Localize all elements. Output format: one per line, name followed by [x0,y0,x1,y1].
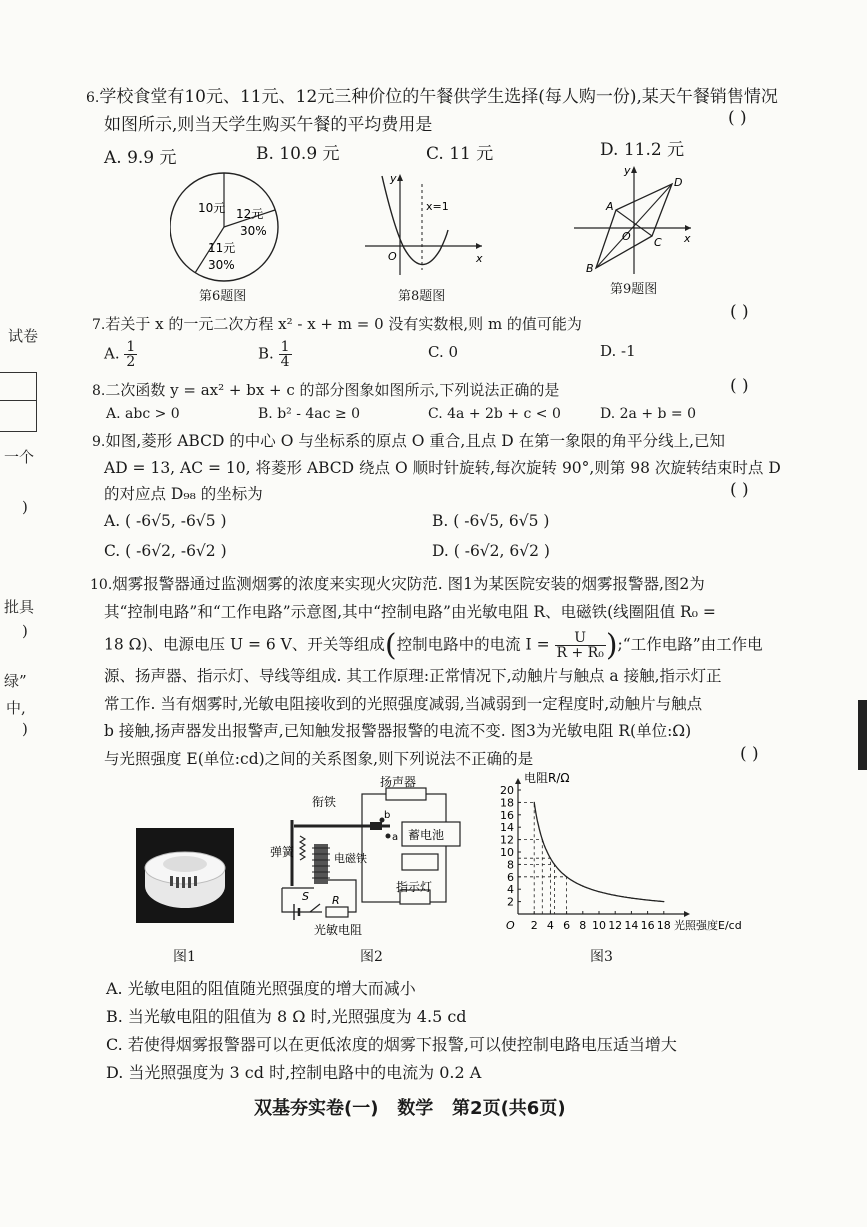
data-point [647,899,648,900]
svg-text:y: y [624,164,631,177]
fig9-caption: 第9题图 [610,282,658,297]
margin-text: 一个 [4,448,35,466]
margin-text: 中, [6,699,26,717]
fig6-label-10: 10元 [198,201,226,215]
margin-text: 绿” [4,672,27,690]
origin-label: O [506,919,515,932]
q10-line6: b 接触,扬声器发出报警声,已知触发报警器报警的电流不变. 图3为光敏电阻 R(单位:Ω) [104,722,692,740]
svg-text:x: x [476,252,483,265]
x-axis-label: 光照强度E/cd [674,919,742,932]
fig6-pct-11: 30% [208,258,235,272]
fig2-caption: 图2 [360,949,383,965]
fig2-circuit-diagram [262,776,474,938]
y-tick-label: 10 [500,846,514,859]
svg-text:A: A [606,200,614,213]
q10-option-a: A. 光敏电阻的阻值随光照强度的增大而减小 [106,979,416,998]
fig9-rhombus-graph [570,162,695,278]
y-axis-arrow [515,778,521,784]
q8-answer-blank[interactable]: ( ) [730,376,749,396]
svg-text:衔铁: 衔铁 [312,795,337,809]
data-point [631,897,632,898]
q8-option-c: C. 4a + 2b + c < 0 [428,406,561,422]
y-axis-label: 电阻R/Ω [524,771,570,785]
data-point [663,901,664,902]
fig8-parabola-graph [360,170,490,282]
y-tick-label: 18 [500,796,514,810]
q6-option-b: B. 10.9 元 [256,144,340,164]
q6-answer-blank[interactable]: ( ) [728,108,747,128]
svg-text:y: y [390,172,397,185]
fig6-label-12: 12元 [236,207,264,221]
y-tick-label: 6 [507,870,514,884]
q9-line3: 的对应点 D₉₈ 的坐标为 [104,485,263,503]
y-tick-label: 8 [507,858,514,872]
x-tick-label: 4 [546,919,554,932]
y-tick-label: 12 [500,833,514,847]
q8-option-b: B. b² - 4ac ≥ 0 [258,406,361,422]
svg-text:x: x [684,232,691,245]
data-point [554,864,555,865]
q9-option-d: D. ( -6√2, 6√2 ) [432,542,550,560]
q7-stem: 7.若关于 x 的一元二次方程 x² - x + m = 0 没有实数根,则 m 的值可能为 [92,315,582,333]
fig6-pie-chart [170,170,280,300]
fig3-resistance-chart [490,770,790,946]
data-point [566,876,567,877]
x-tick-label: 18 [656,919,671,932]
svg-text:S: S [302,890,309,903]
q9-option-a: A. ( -6√5, -6√5 ) [104,512,227,530]
svg-text:B: B [586,262,594,275]
margin-text: ) [22,622,28,640]
data-point [534,802,535,803]
fig6-label-11: 11元 [208,241,236,255]
q10-line2: 其“控制电路”和“工作电路”示意图,其中“控制电路”由光敏电阻 R、电磁铁(线圈阻值 R₀ = [104,603,716,621]
margin-text: 批具 [4,598,35,616]
x-axis-arrow [684,911,690,917]
q10-line4: 源、扬声器、指示灯、导线等组成. 其工作原理:正常情况下,动触片与触点 a 接触,指示灯正 [104,667,722,685]
x-tick-label: 12 [608,919,623,932]
data-point [615,895,616,896]
q6-line2: 如图所示,则当天学生购买午餐的平均费用是 [104,115,433,135]
svg-text:C: C [654,236,662,249]
fig6-caption: 第6题图 [199,289,247,304]
q6-option-d: D. 11.2 元 [600,140,685,160]
y-tick-label: 20 [500,784,514,797]
y-tick-label: 14 [500,821,514,835]
q10-line5: 常工作. 当有烟雾时,光敏电阻接收到的光照强度减弱,当减弱到一定程度时,动触片与触点 [104,695,703,713]
margin-box [0,372,37,432]
q7-option-c: C. 0 [428,343,459,361]
q10-option-b: B. 当光敏电阻的阻值为 8 Ω 时,光照强度为 4.5 cd [106,1007,467,1026]
svg-text:蓄电池: 蓄电池 [408,828,445,842]
q6-option-a: A. 9.9 元 [104,148,177,168]
svg-text:b: b [384,810,391,821]
fig8-caption: 第8题图 [398,289,446,304]
q8-option-a: A. abc > 0 [106,406,180,422]
x-tick-label: 8 [579,919,587,932]
q9-option-b: B. ( -6√5, 6√5 ) [432,512,550,530]
resistance-curve [534,802,664,901]
margin-text: ) [22,498,28,516]
q9-line1: 9.如图,菱形 ABCD 的中心 O 与坐标系的原点 O 重合,且点 D 在第一象限的角平分线上,已知 [92,432,726,450]
q8-stem: 8.二次函数 y = ax² + bx + c 的部分图象如图所示,下列说法正确的是 [92,381,560,399]
q10-option-c: C. 若使得烟雾报警器可以在更低浓度的烟雾下报警,可以使控制电路电压适当增大 [106,1035,677,1054]
q7-option-a: A. $\frac{1}{2}$ [104,339,136,370]
margin-divider [0,400,36,401]
q10-answer-blank[interactable]: ( ) [740,744,759,764]
data-point [598,891,599,892]
q6-line1: 6.学校食堂有10元、11元、12元三种价位的午餐供学生选择(每人购一份),某天午餐销售情况 [86,87,778,107]
q6-option-c: C. 11 元 [426,144,494,164]
fig1-caption: 图1 [173,949,196,965]
svg-text:R: R [332,894,340,907]
x-tick-label: 16 [640,919,655,932]
q10-option-d: D. 当光照强度为 3 cd 时,控制电路中的电流为 0.2 A [106,1063,482,1082]
guide-line [518,864,554,914]
svg-text:O: O [388,250,397,263]
fig1-smoke-detector-photo [136,828,234,923]
q10-line3: 18 Ω)、电源电压 U = 6 V、开关等组成(控制电路中的电流 I = $\frac{U}{\text{R + R₀}}$ );“工作电路”由工作电 [104,628,763,663]
fig6-pct-12: 30% [240,224,267,238]
margin-text: ) [22,720,28,738]
x-tick-label: 6 [563,919,571,932]
svg-text:弹簧: 弹簧 [270,845,295,859]
data-point [542,839,543,840]
q9-line2: AD = 13, AC = 10, 将菱形 ABCD 绕点 O 顺时针旋转,每次旋转 90°,则第 98 次旋转结束时点 D [104,459,781,477]
y-tick-label: 4 [507,883,514,897]
q9-answer-blank[interactable]: ( ) [730,480,749,500]
margin-text: 试卷 [8,327,39,345]
svg-text:O: O [622,230,631,243]
fig3-caption: 图3 [590,949,613,965]
data-point [550,858,551,859]
svg-text:x=1: x=1 [426,200,449,213]
y-tick-label: 16 [500,808,514,822]
svg-text:D: D [674,176,683,189]
x-tick-label: 2 [530,919,538,932]
svg-text:指示灯: 指示灯 [396,880,433,894]
x-tick-label: 10 [592,919,606,932]
q8-option-d: D. 2a + b = 0 [600,406,697,422]
margin-bar [858,700,867,770]
svg-text:电磁铁: 电磁铁 [334,852,367,865]
q7-option-b: B. $\frac{1}{4}$ [258,339,290,370]
svg-text:光敏电阻: 光敏电阻 [314,923,363,937]
q7-option-d: D. -1 [600,342,636,360]
svg-text:a: a [392,832,399,843]
q10-line7: 与光照强度 E(单位:cd)之间的关系图象,则下列说法不正确的是 [104,750,534,768]
x-tick-label: 14 [624,919,639,932]
q9-option-c: C. ( -6√2, -6√2 ) [104,542,227,560]
svg-text:扬声器: 扬声器 [380,776,417,789]
q7-answer-blank[interactable]: ( ) [730,302,749,322]
data-point [582,886,583,887]
q10-line1: 10.烟雾报警器通过监测烟雾的浓度来实现火灾防范. 图1为某医院安装的烟雾报警器,图2为 [90,575,705,593]
y-tick-label: 2 [507,895,514,909]
page-footer: 双基夯实卷(一) 数学 第2页(共6页) [254,1098,566,1119]
